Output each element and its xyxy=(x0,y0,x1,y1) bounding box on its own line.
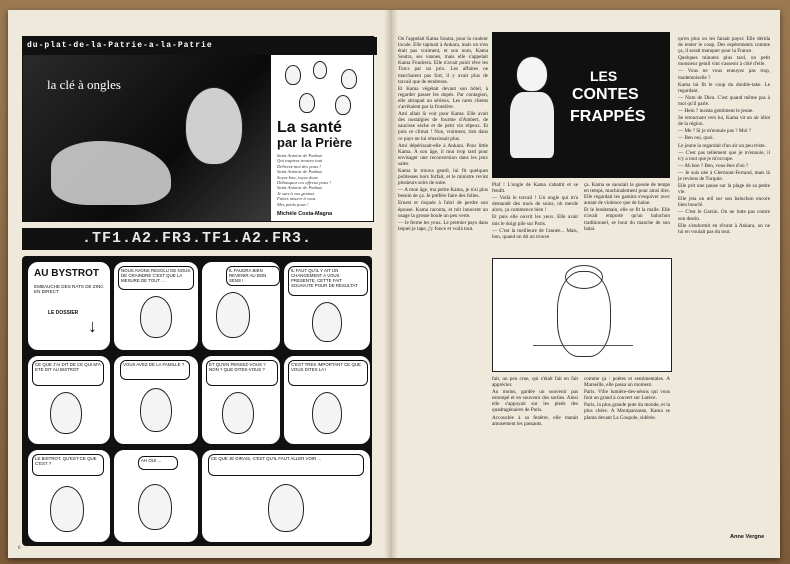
prayer-line: Saint Antoine de Padoue xyxy=(277,185,323,191)
character-face xyxy=(216,292,250,338)
paragraph: Le jeune la regardait d'un air un peu triste. xyxy=(678,142,766,149)
paragraph: Quelques minutes plus tard, un petit monsieur gentil vint s'asseoir à côté d'elle. xyxy=(678,55,770,68)
comic-panel-11 xyxy=(200,448,372,544)
contes-frappes-header xyxy=(492,32,670,178)
illustration-figure xyxy=(502,52,562,162)
character-face xyxy=(516,56,548,92)
paragraph: — Hein ? insista gentiment le jeune. xyxy=(678,108,754,115)
figure-5 xyxy=(335,95,351,115)
prayer-line: Soyez bon, soyez doux xyxy=(277,174,318,180)
paragraph: Plaf ! L'ongle de Kama s'abattit et se fendit. xyxy=(492,182,578,195)
tf-banner: .TF1.A2.FR3.TF1.A2.FR3. xyxy=(22,228,372,250)
comic-panel-4 xyxy=(282,260,372,352)
right-page xyxy=(492,10,780,558)
story-column-1 xyxy=(398,36,488,556)
paragraph: — Me ? Si je m'ennuie pas ? Moi ? xyxy=(678,128,752,135)
comic-panel-6 xyxy=(112,354,200,446)
story-column-2 xyxy=(492,182,578,254)
comic-panel-9 xyxy=(26,448,112,544)
photo xyxy=(23,55,271,221)
speech-bubble: CE QUE J'AI DIT DE CE QUI M'A ETE DIT AU BISTROT xyxy=(32,360,104,386)
hand xyxy=(51,141,171,205)
paragraph: Et Kama végétait devant son hôtel, à regarder passer les dopés. Par contagion, elle attrapait un sérieux. Les rares clients s'arrêtaient par la frontière. xyxy=(398,85,488,111)
header-strip: du-plat-de-la-Patrie-a-la-Patrie xyxy=(23,37,377,55)
comic-title: AU BYSTROT xyxy=(34,268,99,279)
paragraph: — Je suis née à Clermont-Ferrand, mais là je reviens de Turquie. xyxy=(678,169,770,182)
comic-strip xyxy=(22,256,372,546)
series-title-2: CONTES xyxy=(572,86,639,103)
nude-illustration xyxy=(492,258,672,372)
comic-panel-7 xyxy=(200,354,282,446)
paragraph: Ami allait là voir pour Kama. Elle avait des nostalgies de fourme d'Ambert, de saucisse sèche et de petit vin rêpeux. Et puis ce climat ! Non, vraiment, rien dans ce pays ne lui réussissait plus. xyxy=(398,111,488,142)
header-photo-block xyxy=(22,36,374,222)
speech-bubble: VOUS AVEZ DE LA FAMILLE ? xyxy=(120,360,190,380)
paragraph: fait, un peu crue, qui s'était fait en fait apprécier. xyxy=(492,376,578,389)
speech-bubble: IL FAUDRA BIEN REVENIR AU BON SENS ! xyxy=(226,266,280,286)
prayer-line: Délivrez-moi des poux ! xyxy=(277,163,321,169)
paragraph: qu'en plus on les faisait payer. Elle dérida de tenter le coup. Des espèrements comme ça, il serait manquer pour la France. xyxy=(678,36,770,55)
paragraph: — Voilà le travail ! Un ongle qui m'a demandé des mois de soins, oh merde alors, ça commence bien ! xyxy=(492,195,578,214)
cartoon-figures xyxy=(279,59,369,117)
down-arrow-icon: ↓ xyxy=(88,316,97,336)
series-title-3: FRAPPÉS xyxy=(570,108,646,125)
prayer-text xyxy=(277,153,371,207)
prayer-line: Faites mourir à vous xyxy=(277,196,316,202)
paragraph: Elle jeta un œil sur son baluchon encore bien bouclé. xyxy=(678,196,770,209)
speech-bubble: C'EST TRES IMPORTANT CE QUE VOUS DITES LA ! xyxy=(288,360,368,386)
spine-gutter xyxy=(384,10,398,558)
character-face xyxy=(312,392,342,434)
author-name: Michèle Costa-Magna xyxy=(277,211,333,217)
figure-hair xyxy=(565,265,603,289)
speech-bubble: ET QU'EN PENSEZ-VOUS ? NON ? QUE DITES-VOUS ? xyxy=(206,360,278,386)
speech-bubble: NOUS AVONS RESOLU DE NOUS DE CRAINDRE C'EST QUE LA MESURE DE TOUT ... xyxy=(118,266,194,290)
story-column-4 xyxy=(492,376,578,546)
prayer-line: Mes petits poux ! xyxy=(277,201,309,207)
paragraph: Et le lendemain, elle se fit la malle. Elle n'avait emporté qu'un baluchon traditionnel, se bout du manche de son balai. xyxy=(584,207,670,232)
paragraph: Et puis elle ouvrit les yeux. Elle avait mis le doigt pile sur Paris. xyxy=(492,214,578,227)
paragraph: Accouclée à sa fenêtre, elle matait amusement les passants. xyxy=(492,414,578,427)
paragraph: Paris. Ville lumière-des-néons qui vous font un grand à couvert sur Lutèce. xyxy=(584,389,670,402)
figure-3 xyxy=(341,69,357,89)
paragraph: — Ben oui, quoi. xyxy=(678,135,714,142)
comic-panel-3 xyxy=(200,260,282,352)
character-face xyxy=(50,392,82,434)
character-face xyxy=(140,296,172,338)
paragraph: — Je ferme les yeux. Le premier pays dans lequel je tape, j'y fonce et voilà tout. xyxy=(398,219,488,232)
article-title-1: La santé xyxy=(277,119,342,136)
character-face xyxy=(268,484,304,532)
story-column-5 xyxy=(584,376,670,546)
article-title-2: par la Prière xyxy=(277,135,353,150)
paragraph: Kama le trouva gentil, lui fit quelques politesses hors forfait, et le ministre revint plusieurs soirs de suite. xyxy=(398,167,488,187)
comic-panel-8 xyxy=(282,354,372,446)
comic-panel-10 xyxy=(112,448,200,544)
paragraph: — Ah bon ? Ben, vous êtes d'où ? xyxy=(678,162,749,169)
speech-bubble: LE BISTROT, QU'EST-CE QUE C'EST ? xyxy=(32,454,104,476)
character-face xyxy=(222,392,254,434)
author-signature: Anne Vergne xyxy=(730,534,765,540)
character-body xyxy=(510,92,554,158)
paragraph: Kama lui fit le coup du double-take. Le regardant. xyxy=(678,81,770,94)
figure-4 xyxy=(299,93,315,113)
character-face xyxy=(312,302,342,342)
paragraph: ça. Kama se saoulait la gueule de temps en temps, machinalement pour ainsi dire. Elle regardait les gamins s'esquiver avec autant de violence que de haine. xyxy=(584,182,670,207)
speech-bubble: AH OUI ... xyxy=(138,456,178,470)
figure-1 xyxy=(285,65,301,85)
paragraph: — Nom de Dieu. C'est quand même pas à moi qu'il parle. xyxy=(678,94,770,107)
paragraph: — Vous ne vous ennuyez pas trop, mademoiselle ? xyxy=(678,68,770,81)
paragraph: — C'est le Garsin. On ne lutte pas contre son destin. xyxy=(678,209,770,222)
speech-bubble: IL FAUT QU'IL Y AIT UN CHANGEMENT A VOUS PRESENTE, CETTE FAIT SOUHAITE POUR DE RESULTAT xyxy=(288,266,368,296)
story-column-3 xyxy=(584,182,670,254)
paragraph: Ernest et risquée à l'abri de perdre son épouse. Kama raconta, et mit innocent un usage la grosse boule un peu verte. xyxy=(398,200,488,219)
comic-arrow-label: LE DOSSIER xyxy=(48,310,79,316)
prayer-line: Qui inspirez trouvez tout xyxy=(277,158,323,164)
comic-subtitle: EMBAUCHE DES RATS DE ZINC EN DIRECT xyxy=(34,284,104,295)
paragraph: — A mon âge, ma petite Kama, je n'ai plus besoin de ça. Je préfère faire des folies. xyxy=(398,187,488,200)
paragraph: — C'est pas tellement que je m'ennuie, il n'y a tout que je m'occupe. xyxy=(678,149,770,162)
character-face xyxy=(50,486,84,532)
paragraph: Elle s'endormit en rêvant à Ankara, on ne lui en voulait pas du tout. xyxy=(678,222,770,235)
paragraph: Ami dépérissait-elle à Ankara. Pour little Kama. A son âge, il mui trop tard pour envisager une reconversion dans les jeux sales. xyxy=(398,142,488,167)
paragraph: On l'appelait Kama Soutra, pour la couleur locale. Elle tapinait à Ankara, mais on n'en était pas vraiment, et son nom, Kama Soutra, ses vannes, mais elle s'appelait Kama Foudrera. Elle n'avait point rêve les Turcs par un prix. Les affaires ne marchaient pas fort, il y avait plus de travail que de tendresse. xyxy=(398,36,488,85)
paragraph: Elle prit une pause sur la plage de sa petite vie. xyxy=(678,183,770,196)
prayer-line: Débusquez ces affreux poux ! xyxy=(277,180,331,186)
man-face xyxy=(185,87,243,165)
story-column-6 xyxy=(678,36,770,532)
character-face xyxy=(138,484,172,530)
paragraph: Se retournant vers lui, Kama vit un air idiot de la région. xyxy=(678,115,770,128)
comic-panel-1 xyxy=(26,260,112,352)
page-number: 6 xyxy=(18,546,21,551)
prayer-line: Saint Antoine de Padoue xyxy=(277,153,323,158)
figure-2 xyxy=(313,61,327,79)
comic-panel-2 xyxy=(112,260,200,352)
paragraph: Paris, la plus grande pute du monde, et la plus chère. A Montparnasse, Kama se planta devant La Coupole, sidérée. xyxy=(584,402,670,421)
paragraph: Au moins, gardée un souvenir pas estompé et en souvenir des sorties. Ainsi elle s'appuyait sur les pieds des quadragénaires de Paris. xyxy=(492,389,578,414)
paragraph: — C'est la meilleure de l'année... Mais, bon, quand on dit on trouve xyxy=(492,227,578,240)
prayer-line: Saint Antoine de Padoue xyxy=(277,169,323,175)
left-page xyxy=(8,10,384,558)
series-title-1: LES xyxy=(590,68,618,84)
magazine-spread xyxy=(8,10,780,558)
title-area xyxy=(271,55,373,221)
photo-caption: la clé à ongles xyxy=(47,77,121,92)
speech-bubble: CE QUE JE DIRAIS, C'EST QU'IL FAUT ALLER VOIR ... xyxy=(208,454,364,476)
paragraph: comme ça : poètes et sentimentales. A Marseille, elle passa un moment. xyxy=(584,376,670,389)
character-face xyxy=(140,388,172,432)
figure-shadow xyxy=(533,345,633,360)
prayer-line: Je suis à vos genoux xyxy=(277,190,315,196)
comic-panel-5 xyxy=(26,354,112,446)
